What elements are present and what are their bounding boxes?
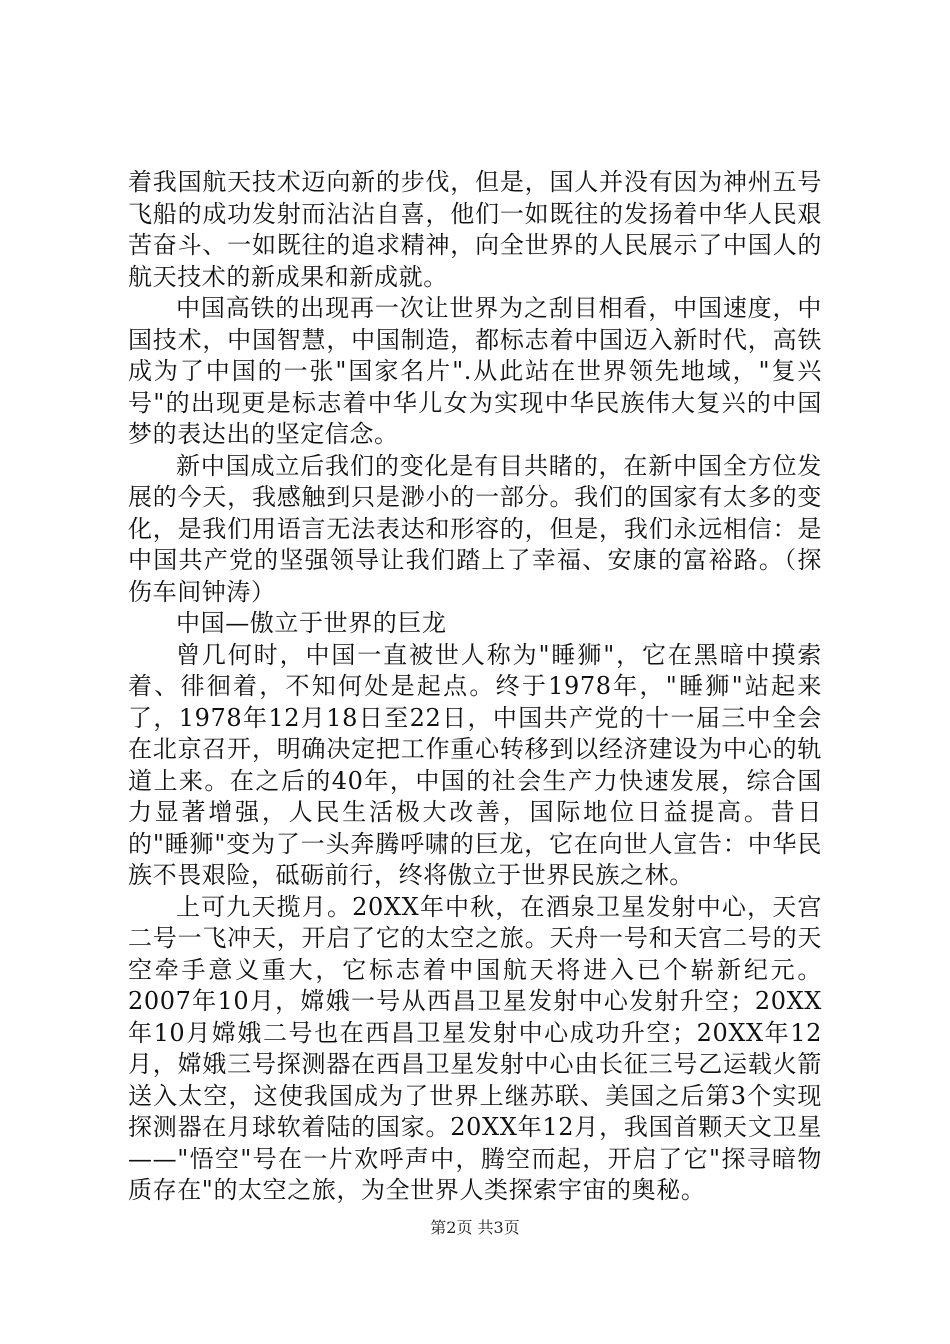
page-number-footer: 第2页 共3页: [430, 1218, 520, 1237]
paragraph-3: 新中国成立后我们的变化是有目共睹的，在新中国全方位发展的今天，我感触到只是渺小的一部分。我们的国家有太多的变化，是我们用语言无法表达和形容的，但是，我们永远相信：是中国共产党的坚强领导让我们踏上了幸福、安康的富裕路。（探伤车间钟涛）: [128, 451, 822, 606]
paragraph-5: 上可九天揽月。20XX年中秋，在酒泉卫星发射中心，天宫二号一飞冲天，开启了它的太空之旅。天舟一号和天宫二号的天空牵手意义重大，它标志着中国航天将进入已个崭新纪元。2007年10月，嫦娥一号从西昌卫星发射中心发射升空；20XX年10月嫦娥二号也在西昌卫星发射中心成功升空；20XX年12月，嫦娥三号探测器在西昌卫星发射中心由长征三号乙运载火箭送入太空，这使我国成为了世界上继苏联、美国之后第3个实现探测器在月球软着陆的国家。20XX年12月，我国首颗天文卫星——"悟空"号在一片欢呼声中，腾空而起，开启了它"探寻暗物质存在"的太空之旅，为全世界人类探索宇宙的奥秘。: [128, 892, 822, 1204]
paragraph-1: 着我国航天技术迈向新的步伐，但是，国人并没有因为神州五号飞船的成功发射而沾沾自喜，他们一如既往的发扬着中华人民艰苦奋斗、一如既往的追求精神，向全世界的人民展示了中国人的航天技术的新成果和新成就。: [128, 168, 822, 291]
paragraph-2: 中国高铁的出现再一次让世界为之刮目相看，中国速度，中国技术，中国智慧，中国制造，都标志着中国迈入新时代，高铁成为了中国的一张"国家名片".从此站在世界领先地域，"复兴号"的出现更是标志着中华儿女为实现中华民族伟大复兴的中国梦的表达出的坚定信念。: [128, 294, 822, 448]
section-heading: 中国—傲立于世界的巨龙: [176, 609, 447, 637]
document-body: [128, 167, 822, 1207]
paragraph-4: 曾几何时，中国一直被世人称为"睡狮"，它在黑暗中摸索着、徘徊着，不知何处是起点。终于1978年，"睡狮"站起来了，1978年12月18日至22日，中国共产党的十一届三中全会在北京召开，明确决定把工作重心转移到以经济建设为中心的轨道上来。在之后的40年，中国的社会生产力快速发展，综合国力显著增强，人民生活极大改善，国际地位日益提高。昔日的"睡狮"变为了一头奔腾呼啸的巨龙，它在向世人宣告：中华民族不畏艰险，砥砺前行，终将傲立于世界民族之林。: [128, 640, 822, 889]
